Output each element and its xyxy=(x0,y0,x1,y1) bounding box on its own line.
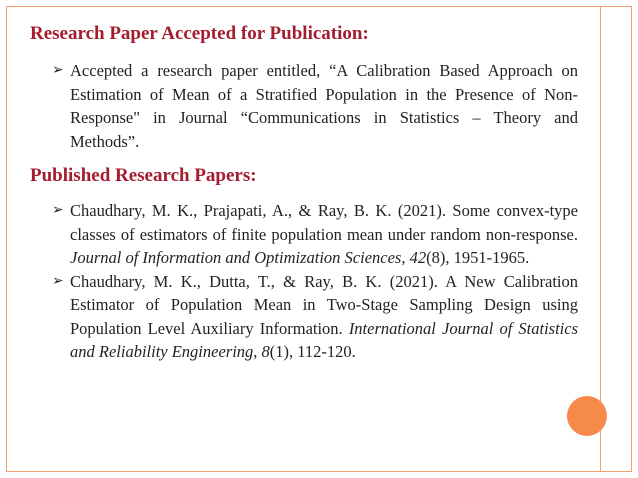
accepted-paper-text: Accepted a research paper entitled, “A Calibration Based Approach on Estimation of Mean of a Stratified Population in the Presence of Non-Response" in Journal “Communications in Statistics – Theory and Methods”. xyxy=(70,61,578,151)
citation-journal: Journal of Information and Optimization Sciences xyxy=(70,248,402,267)
list-item: ➢ Chaudhary, M. K., Prajapati, A., & Ray, B. K. (2021). Some convex-type classes of estimators of finite population mean under random non-response. Journal of Information and Optimization Sciences, 42(8), 1951-1965. xyxy=(52,201,578,267)
accepted-list xyxy=(30,59,578,153)
citation-authors: Chaudhary, M. K., Prajapati, A., & Ray, B. K. (2021). Some convex-type classes of estimators of finite population mean under random non-response. xyxy=(70,201,578,244)
list-item xyxy=(30,59,578,153)
citation-volume: 8 xyxy=(261,342,270,361)
accepted-heading: Research Paper Accepted for Publication: xyxy=(30,23,369,44)
slide-content xyxy=(30,20,578,364)
citation-issue-pages: (8), 1951-1965. xyxy=(426,248,530,267)
citation-journal: International Journal of Statistics and Reliability Engineering xyxy=(70,318,579,361)
published-list xyxy=(30,199,578,364)
list-item: ➢ Chaudhary, M. K., Dutta, T., & Ray, B. K. (2021). A New Calibration Estimator of Population Mean in Two-Stage Sampling Design using Population Level Auxiliary Information. International Journal of Statistics and Reliability Engineering, 8(1), 112-120. xyxy=(52,271,579,361)
decorative-circle xyxy=(567,396,607,436)
citation-authors: Chaudhary, M. K., Dutta, T., & Ray, B. K. (2021). A New Calibration Estimator of Population Mean in Two-Stage Sampling Design using Population Level Auxiliary Information. xyxy=(70,271,578,338)
citation-issue-pages: (1), 112-120. xyxy=(269,342,356,361)
published-heading: Published Research Papers: xyxy=(30,165,257,186)
arrow-bullet-icon: ➢ xyxy=(52,272,64,289)
arrow-bullet-icon: ➢ xyxy=(52,62,64,78)
citation-volume: 42 xyxy=(409,248,427,267)
arrow-bullet-icon: ➢ xyxy=(52,202,64,218)
